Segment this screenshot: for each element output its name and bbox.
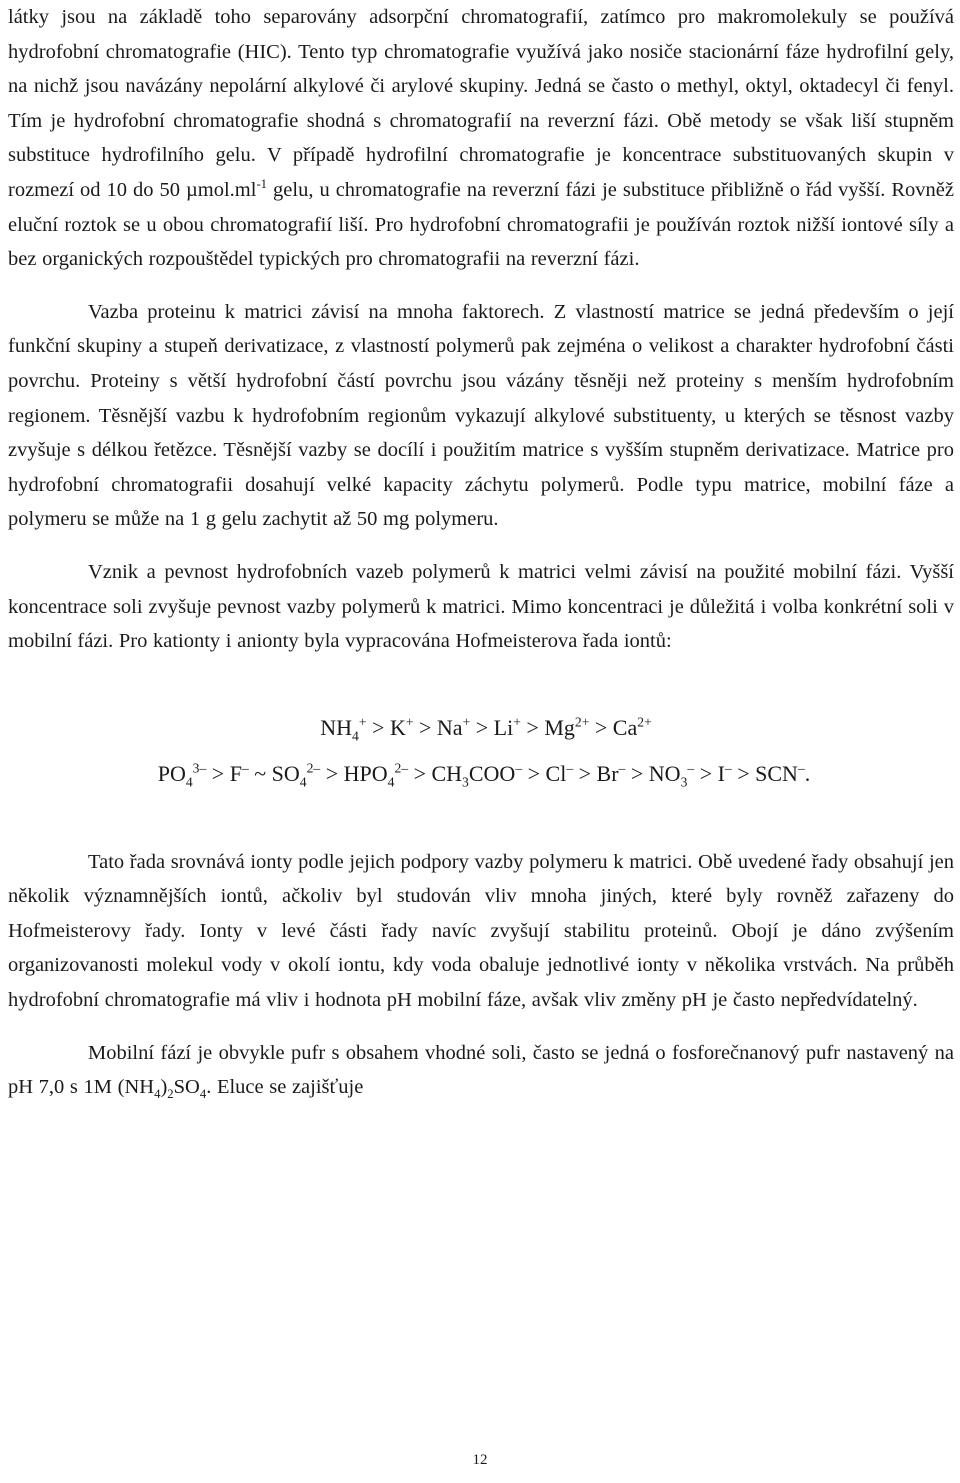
formula-superscript: – bbox=[687, 760, 695, 776]
formula-text: > SCN bbox=[731, 760, 798, 786]
paragraph-4: Tato řada srovnává ionty podle jejich podpory vazby polymeru k matrici. Obě uvedené řady obsahují jen několik významnějších iontů, ačkoliv byl studován vliv mnoha jiných, které byly rovněž zařazeny do Hofmeisterovy řady. Ionty v levé části řady navíc zvyšují stabilitu proteinů. Obojí je dáno zvýšením organizovanosti molekul vody v okolí iontu, kdy voda obaluje jednotlivé ionty v několika vrstvách. Na průběh hydrofobní chromatografie má vliv i hodnota pH mobilní fáze, avšak vliv změny pH je často nepředvídatelný. bbox=[8, 850, 954, 1012]
formula-superscript: – bbox=[566, 760, 574, 776]
anion-series-formula bbox=[8, 751, 954, 797]
formula-text: COO bbox=[468, 760, 516, 786]
formula-text: > Na bbox=[413, 714, 463, 740]
formula-text: > Mg bbox=[520, 714, 575, 740]
paragraph-2: Vazba proteinu k matrici závisí na mnoha faktorech. Z vlastností matrice se jedná především o její funkční skupiny a stupeň derivatizace, z vlastností polymerů pak zejména o velikost a charakter hydrofobní části povrchu. Proteiny s větší hydrofobní částí povrchu jsou vázány těsněji než proteiny s menším hydrofobním regionem. Těsnější vazbu k hydrofobním regionům vykazují alkylové substituenty, u kterých se těsnost vazby zvyšuje s délkou řetězce. Těsnější vazby se docílí i použitím matrice s vyšším stupněm derivatizace. Matrice pro hydrofobní chromatografii dosahují velké kapacity záchytu polymerů. Podle typu matrice, mobilní fáze a polymeru se může na 1 g gelu zachytit až 50 mg polymeru. bbox=[8, 300, 954, 531]
formula-subscript: 4 bbox=[352, 728, 359, 744]
formula-text: > CH bbox=[408, 760, 463, 786]
formula-text: PO bbox=[157, 760, 186, 786]
formula-text: ~ SO bbox=[248, 760, 300, 786]
formula-text: . bbox=[804, 760, 811, 786]
formula-text: > I bbox=[694, 760, 725, 786]
formula-superscript: 2– bbox=[394, 760, 409, 776]
formula-text: NH bbox=[320, 714, 353, 740]
paragraph-1-tail: gelu, u chromatografie na reverzní fázi je substituce přibližně o řád vyšší. Rovněž eluční roztok se u obou chromatografií liší. Pro hydrofobní chromatografii je používán roztok nižší iontové síly a bez organických rozpouštědel typických pro chromatografii na reverzní fázi. bbox=[8, 178, 954, 271]
formula-text: > Li bbox=[470, 714, 514, 740]
formula-superscript: 2– bbox=[306, 760, 321, 776]
formula-superscript: – bbox=[515, 760, 523, 776]
formula-text: > K bbox=[366, 714, 406, 740]
superscript-exponent: -1 bbox=[256, 177, 268, 192]
formula-superscript: 3– bbox=[192, 760, 207, 776]
formula-superscript: – bbox=[797, 760, 805, 776]
hofmeister-series bbox=[8, 705, 954, 797]
formula-text: > NO bbox=[625, 760, 681, 786]
formula-superscript: + bbox=[405, 714, 414, 730]
formula-subscript: 4 bbox=[185, 774, 193, 790]
paragraph-1 bbox=[8, 0, 954, 277]
formula-subscript: 3 bbox=[680, 774, 688, 790]
paragraph-5-text: Mobilní fází je obvykle pufr s obsahem vhodné soli, často se jedná o fosforečnanový pufr nastavený na pH 7,0 s 1M (NH bbox=[8, 1041, 954, 1099]
formula-subscript: 3 bbox=[462, 774, 469, 790]
formula-superscript: + bbox=[358, 714, 367, 730]
formula-superscript: + bbox=[513, 714, 521, 730]
formula-subscript: 4 bbox=[387, 774, 395, 790]
formula-superscript: + bbox=[462, 714, 471, 730]
formula-superscript: 2+ bbox=[637, 714, 652, 730]
paragraph-5-text-b: ) bbox=[160, 1076, 168, 1099]
formula-superscript: 2+ bbox=[574, 714, 590, 730]
formula-superscript: – bbox=[618, 760, 626, 776]
cation-series-formula bbox=[8, 705, 954, 751]
formula-text: > F bbox=[206, 760, 242, 786]
subscript: 4 bbox=[199, 1087, 207, 1102]
formula-subscript: 4 bbox=[299, 774, 307, 790]
paragraph-5 bbox=[8, 1036, 954, 1105]
subscript: 4 bbox=[154, 1087, 161, 1102]
formula-text: > Cl bbox=[522, 760, 567, 786]
subscript: 2 bbox=[167, 1087, 174, 1102]
paragraph-1-text: látky jsou na základě toho separovány adsorpční chromatografií, zatímco pro makromolekuly se používá hydrofobní chromatografie (HIC). Tento typ chromatografie využívá jako nosiče stacionární fáze hydrofilní gely, na nichž jsou navázány nepolární alkylové či arylové skupiny. Jedná se často o methyl, oktyl, oktadecyl či fenyl. Tím je hydrofobní chromatografie shodná s chromatografií na reverzní fázi. Obě metody se však liší stupněm substituce hydrofilního gelu. V případě hydrofilní chromatografie je koncentrace substituovaných skupin v rozmezí od 10 do 50 µmol.ml bbox=[8, 6, 954, 201]
paragraph-3: Vznik a pevnost hydrofobních vazeb polymerů k matrici velmi závisí na použité mobilní fázi. Vyšší koncentrace soli zvyšuje pevnost vazby polymerů k matrici. Mimo koncentraci je důležitá i volba konkrétní soli v mobilní fázi. Pro kationty i anionty byla vypracována Hofmeisterova řada iontů: bbox=[8, 560, 954, 653]
formula-text: > HPO bbox=[320, 760, 388, 786]
document-page bbox=[8, 0, 954, 1105]
formula-text: > Ca bbox=[589, 714, 638, 740]
formula-superscript: – bbox=[241, 760, 249, 776]
formula-superscript: – bbox=[724, 760, 732, 776]
paragraph-5-text-d: . Eluce se zajišťuje bbox=[206, 1076, 364, 1099]
page-number: 12 bbox=[472, 1452, 488, 1468]
formula-text: > Br bbox=[573, 760, 619, 786]
paragraph-5-text-c: SO bbox=[173, 1076, 200, 1099]
